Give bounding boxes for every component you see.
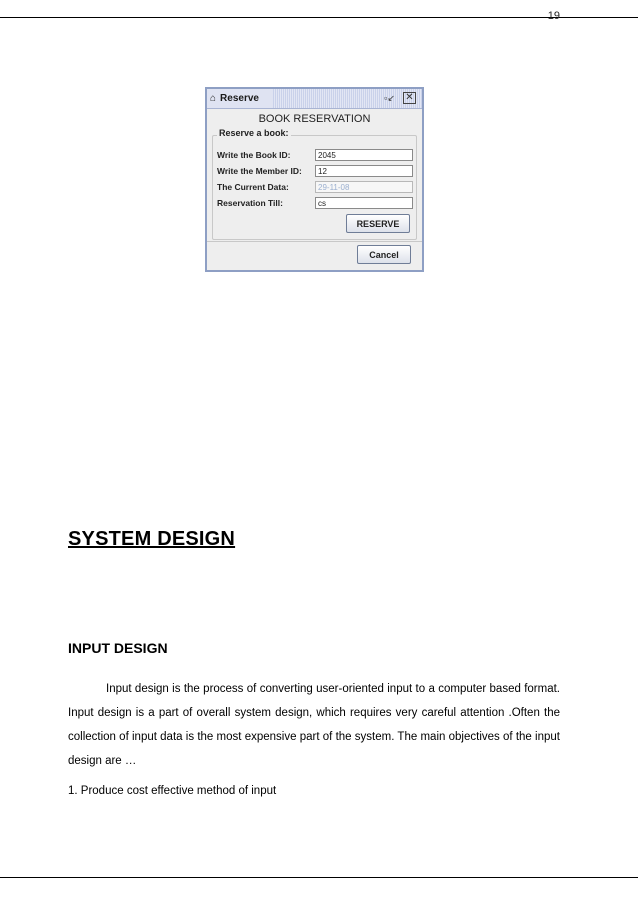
body-paragraph: Input design is the process of converting user-oriented input to a computer based format. Input design is a part of overall system design, which requires very careful attention .Often the collection of input data is the most expensive part of the system. The main objectives of the input design are … xyxy=(68,683,560,767)
field-row-reservation-till xyxy=(217,196,413,210)
reserve-button[interactable]: RESERVE xyxy=(346,214,410,233)
current-date-label: The Current Data: xyxy=(217,182,289,192)
book-id-input[interactable] xyxy=(315,149,413,161)
dialog-separator xyxy=(207,241,422,242)
doc-title: SYSTEM DESIGN xyxy=(68,528,236,550)
header-rule xyxy=(0,17,638,18)
field-row-member-id xyxy=(217,164,413,178)
list-item: 1. Produce cost effective method of input xyxy=(68,785,277,797)
reserve-dialog xyxy=(205,87,424,272)
book-id-label: Write the Book ID: xyxy=(217,150,291,160)
dialog-titlebar[interactable] xyxy=(207,89,422,109)
group-title: Reserve a book: xyxy=(219,128,289,138)
home-icon: ⌂ xyxy=(210,93,217,104)
field-row-current-date xyxy=(217,180,413,194)
cancel-button[interactable]: Cancel xyxy=(357,245,411,264)
reservation-till-label: Reservation Till: xyxy=(217,198,283,208)
member-id-input[interactable] xyxy=(315,165,413,177)
current-date-input xyxy=(315,181,413,193)
footer-rule xyxy=(0,877,638,878)
reservation-till-input[interactable] xyxy=(315,197,413,209)
member-id-label: Write the Member ID: xyxy=(217,166,302,176)
dialog-title: Reserve xyxy=(220,93,259,104)
field-row-book-id xyxy=(217,148,413,162)
page-number: 19 xyxy=(547,10,560,22)
dialog-title-tab xyxy=(207,89,273,108)
section-heading: INPUT DESIGN xyxy=(68,640,168,656)
dialog-heading: BOOK RESERVATION xyxy=(258,113,371,125)
restore-icon[interactable]: ▫↙ xyxy=(384,93,395,103)
close-icon[interactable]: ✕ xyxy=(403,92,416,104)
